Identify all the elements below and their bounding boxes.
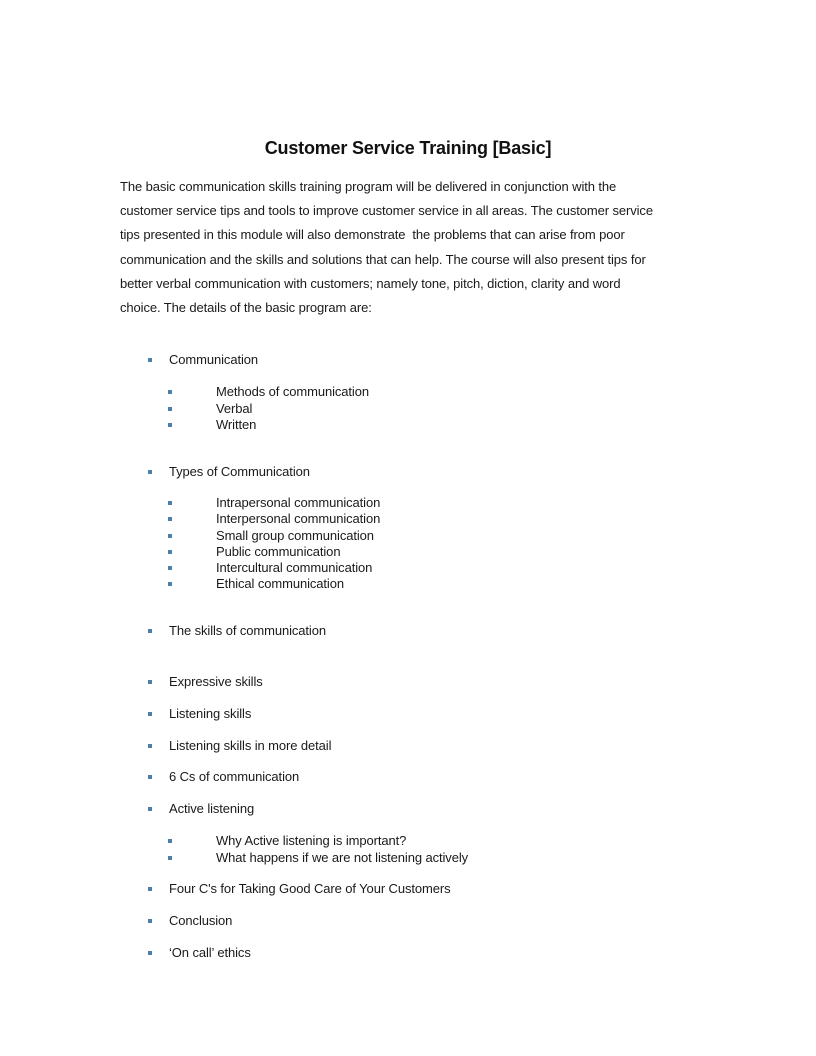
- square-bullet-icon: [168, 839, 172, 843]
- list-item: [120, 706, 696, 722]
- square-bullet-icon: [148, 358, 152, 362]
- list-item-label: Intrapersonal communication: [216, 495, 381, 511]
- list-item: [120, 528, 696, 544]
- square-bullet-icon: [148, 807, 152, 811]
- list-item-label: Types of Communication: [169, 463, 310, 479]
- square-bullet-icon: [148, 919, 152, 923]
- list-item-label: Interpersonal communication: [216, 511, 381, 527]
- square-bullet-icon: [168, 517, 172, 521]
- square-bullet-icon: [148, 775, 152, 779]
- square-bullet-icon: [148, 712, 152, 716]
- list-item: [120, 769, 696, 785]
- square-bullet-icon: [148, 951, 152, 955]
- paragraph-line: communication and the skills and solutions that can help. The course will also present tips for: [120, 251, 646, 267]
- list-item: [120, 850, 696, 866]
- paragraph-line: customer service tips and tools to improve customer service in all areas. The customer service: [120, 203, 653, 219]
- list-item: [120, 495, 696, 511]
- paragraph-line: choice. The details of the basic program are:: [120, 299, 372, 315]
- list-item-label: Written: [216, 416, 257, 432]
- square-bullet-icon: [168, 550, 172, 554]
- list-item-label: Intercultural communication: [216, 559, 373, 575]
- bullet-list: [120, 352, 696, 961]
- paragraph-line: The basic communication skills training program will be delivered in conjunction with the: [120, 179, 617, 194]
- list-item: [120, 833, 696, 849]
- list-item-label: Methods of communication: [216, 384, 369, 400]
- list-item-label: Listening skills in more detail: [169, 737, 332, 753]
- list-item: [120, 544, 696, 560]
- list-item-label: Four C's for Taking Good Care of Your Customers: [169, 880, 451, 896]
- paragraph-line: tips presented in this module will also demonstrate the problems that can arise from poor: [120, 227, 625, 243]
- document-content: [120, 138, 696, 962]
- list-item-label: Why Active listening is important?: [216, 832, 407, 848]
- list-item: [120, 352, 696, 368]
- square-bullet-icon: [168, 423, 172, 427]
- list-item-label: Communication: [169, 352, 259, 368]
- list-item-label: Expressive skills: [169, 673, 263, 689]
- paragraph-line: better verbal communication with customers; namely tone, pitch, diction, clarity and word: [120, 275, 621, 291]
- list-item: [120, 464, 696, 480]
- square-bullet-icon: [168, 582, 172, 586]
- list-item: [120, 576, 696, 592]
- list-item-label: Conclusion: [169, 913, 233, 929]
- list-item: [120, 738, 696, 754]
- list-item-label: Listening skills: [169, 705, 252, 721]
- list-item: [120, 623, 696, 639]
- list-item: [120, 881, 696, 897]
- list-item: [120, 801, 696, 817]
- square-bullet-icon: [168, 501, 172, 505]
- intro-paragraph: [120, 175, 696, 320]
- list-item-label: 6 Cs of communication: [169, 769, 300, 785]
- list-item: [120, 560, 696, 576]
- square-bullet-icon: [148, 470, 152, 474]
- list-item: [120, 913, 696, 929]
- list-item-label: Active listening: [169, 801, 255, 817]
- square-bullet-icon: [168, 856, 172, 860]
- list-item: [120, 417, 696, 433]
- square-bullet-icon: [148, 887, 152, 891]
- list-item: [120, 384, 696, 400]
- list-item-label: Ethical communication: [216, 576, 344, 592]
- list-item: [120, 674, 696, 690]
- list-item-label: Small group communication: [216, 527, 374, 543]
- list-item: [120, 401, 696, 417]
- list-item: [120, 511, 696, 527]
- list-item: [120, 945, 696, 961]
- list-item-label: ‘On call’ ethics: [169, 945, 251, 961]
- list-item-label: Verbal: [216, 400, 253, 416]
- square-bullet-icon: [168, 534, 172, 538]
- square-bullet-icon: [148, 744, 152, 748]
- list-item-label: What happens if we are not listening actively: [216, 849, 469, 865]
- square-bullet-icon: [148, 629, 152, 633]
- square-bullet-icon: [168, 407, 172, 411]
- square-bullet-icon: [168, 390, 172, 394]
- square-bullet-icon: [168, 566, 172, 570]
- square-bullet-icon: [148, 680, 152, 684]
- page-title: Customer Service Training [Basic]: [264, 138, 552, 158]
- list-item-label: Public communication: [216, 543, 341, 559]
- list-item-label: The skills of communication: [169, 623, 326, 639]
